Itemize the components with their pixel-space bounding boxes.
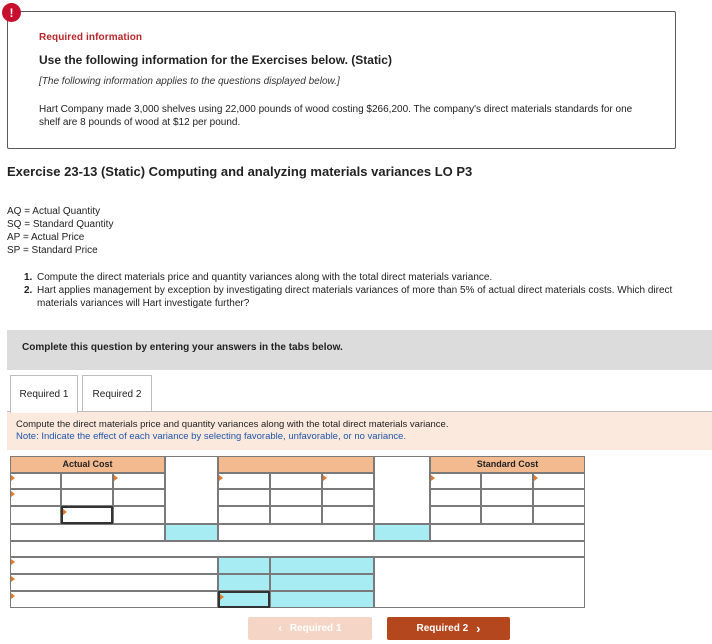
instructions-panel [7,412,712,450]
middle-total-input[interactable] [270,506,322,524]
aq-value-input[interactable] [61,473,113,489]
middle-value-input[interactable] [270,473,322,489]
middle-input-2c[interactable] [322,489,374,506]
standard-spacer [430,506,481,524]
question-number: 1. [24,272,33,283]
ap-input-2[interactable] [113,489,165,506]
info-text: Hart Company made 3,000 shelves using 22,000 pounds of wood costing $266,200. The company's direct materials standards for one shelf are 8 pounds of wood at $12 per pound. [39,104,633,128]
operator-cell [165,456,218,524]
question-number: 2. [24,285,33,296]
definitions [7,205,113,257]
chevron-right-icon: › [476,621,481,636]
summary-label-select-3[interactable] [10,591,218,608]
next-button-label: Required 2 [416,623,469,634]
summary-label-select-2[interactable] [10,574,218,591]
required-information-box [7,11,676,149]
summary-amount-input-1[interactable] [218,557,270,574]
question-text: Hart applies management by exception by investigating direct materials variances of more than 5% of actual direct materials costs. Which direct materials variances will Hart investigate further? [37,285,673,309]
summary-empty-area [374,557,585,608]
summary-amount-input-2[interactable] [218,574,270,591]
actual-cost-header: Actual Cost [10,456,165,473]
middle-spacer [218,506,270,524]
aq-label-select[interactable] [10,473,61,489]
quantity-variance-input[interactable] [374,524,430,541]
aq-input-2[interactable] [61,489,113,506]
definition-ap: AP = Actual Price [7,232,85,243]
middle-input-2a[interactable] [218,489,270,506]
summary-effect-select-3[interactable] [270,591,374,608]
standard-spacer [533,506,585,524]
price-variance-input[interactable] [165,524,218,541]
variance-spacer [10,524,165,541]
actual-spacer [113,506,165,524]
question-list [24,271,694,310]
question-2 [24,284,694,310]
definition-sq: SQ = Standard Quantity [7,219,114,230]
aq-select-2[interactable] [10,489,61,506]
tab-required-2[interactable]: Required 2 [82,375,152,412]
definition-aq: AQ = Actual Quantity [7,206,101,217]
ap-label-select[interactable] [113,473,165,489]
tab-required-1[interactable]: Required 1 [10,375,78,413]
info-heading: Required information [39,32,143,43]
standard-input-2a[interactable] [430,489,481,506]
next-required-2-button[interactable] [387,617,510,640]
instructions-note: Note: Indicate the effect of each variance by selecting favorable, unfavorable, or no variance. [16,431,407,442]
middle-header [218,456,374,473]
info-note: [The following information applies to the questions displayed below.] [39,76,340,87]
prev-required-1-button[interactable] [248,617,372,640]
standard-cost-header: Standard Cost [430,456,585,473]
prev-button-label: Required 1 [289,623,342,634]
summary-amount-input-3[interactable] [218,591,270,608]
complete-question-banner: Complete this question by entering your answers in the tabs below. [7,330,712,370]
standard-input-2c[interactable] [533,489,585,506]
actual-spacer [10,506,61,524]
table-spacer-row [10,541,585,557]
actual-cost-total-input[interactable] [61,506,113,524]
standard-total-input[interactable] [481,506,533,524]
operator-cell [374,456,430,524]
info-title: Use the following information for the Exercises below. (Static) [39,53,392,67]
question-1 [24,271,694,284]
question-text: Compute the direct materials price and quantity variances along with the total direct materials variance. [37,272,493,283]
quantity-variance-effect-select[interactable] [430,524,585,541]
standard-input-2b[interactable] [481,489,533,506]
summary-effect-select-2[interactable] [270,574,374,591]
sq-select[interactable] [430,473,481,489]
sp-select[interactable] [533,473,585,489]
chevron-left-icon: ‹ [278,623,282,634]
summary-effect-select-1[interactable] [270,557,374,574]
instructions-text: Compute the direct materials price and quantity variances along with the total direct materials variance. [16,419,449,430]
middle-input-2b[interactable] [270,489,322,506]
summary-label-select-1[interactable] [10,557,218,574]
definition-sp: SP = Standard Price [7,245,98,256]
alert-icon: ! [2,3,21,22]
middle-spacer [322,506,374,524]
exercise-title: Exercise 23-13 (Static) Computing and analyzing materials variances LO P3 [7,164,473,179]
price-variance-effect-select[interactable] [218,524,374,541]
sq-value-input[interactable] [481,473,533,489]
sp-middle-select[interactable] [322,473,374,489]
aq-middle-select[interactable] [218,473,270,489]
